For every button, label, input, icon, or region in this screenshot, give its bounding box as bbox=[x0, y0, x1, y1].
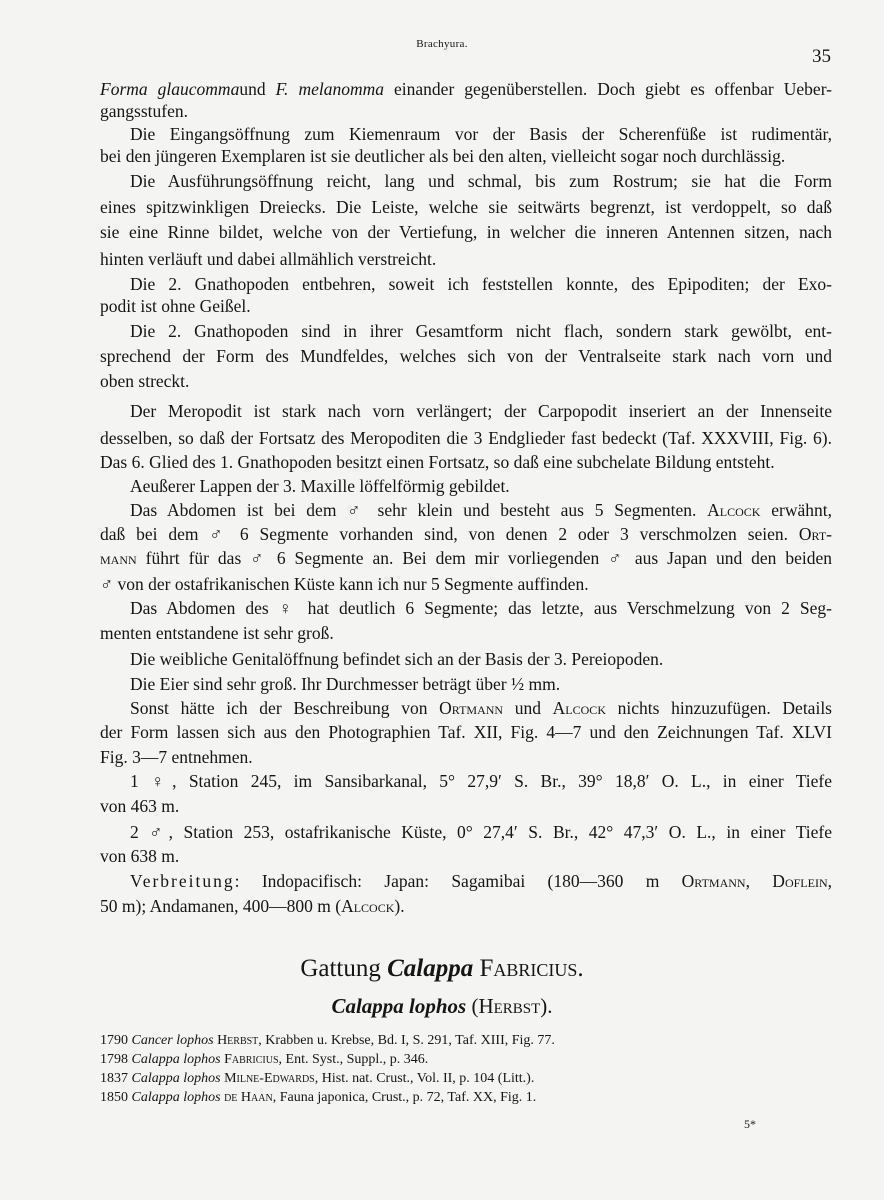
text-segment: bei den jüngeren Exemplaren ist sie deutlicher als bei den alten, vielleicht sogar noch durchlässig. bbox=[100, 146, 786, 166]
reference-name: Calappa lophos bbox=[128, 1052, 221, 1067]
text-line bbox=[100, 196, 832, 218]
text-segment: Alcock bbox=[707, 500, 761, 520]
reference-year: 1798 bbox=[100, 1052, 128, 1067]
text-segment: Die weibliche Genitalöffnung befindet sich an der Basis der 3. Pereiopoden. bbox=[130, 649, 664, 669]
text-line bbox=[100, 895, 832, 917]
text-line bbox=[130, 320, 832, 342]
text-segment: hinten verläuft und dabei allmählich verstreicht. bbox=[100, 249, 437, 269]
text-line bbox=[130, 499, 832, 521]
text-segment: 50 m); Andamanen, 400—800 m ( bbox=[100, 896, 342, 916]
text-segment: Verbreitung bbox=[130, 871, 235, 891]
text-line bbox=[100, 370, 832, 392]
text-segment: Aeußerer Lappen der 3. Maxille löffelförmig gebildet. bbox=[130, 476, 510, 496]
text-segment: Die Ausführungsöffnung reicht, lang und schmal, bis zum Rostrum; sie hat die Form bbox=[130, 171, 832, 191]
text-segment: mann bbox=[100, 548, 137, 568]
text-line bbox=[130, 697, 832, 719]
text-line bbox=[130, 870, 832, 892]
text-segment: Ortmann, Doflein, bbox=[681, 871, 832, 891]
species-name: Calappa lophos bbox=[331, 994, 467, 1018]
reference-author: Herbst bbox=[213, 1033, 259, 1048]
text-line bbox=[100, 221, 832, 243]
text-segment: sie eine Rinne bildet, welche von der Vertiefung, in welcher die inneren Antennen sitzen, nach bbox=[100, 222, 832, 242]
text-line bbox=[130, 648, 832, 670]
text-segment: führt für das ♂ 6 Segmente an. Bei dem mir vorliegenden ♂ aus Japan und den beiden bbox=[136, 548, 832, 568]
text-line bbox=[100, 345, 832, 367]
text-line bbox=[100, 78, 832, 100]
text-line bbox=[100, 427, 832, 449]
text-segment: sprechend der Form des Mundfeldes, welches sich von der Ventralseite stark nach vorn und bbox=[100, 346, 832, 366]
text-segment: erwähnt, bbox=[760, 500, 832, 520]
text-line bbox=[100, 451, 832, 473]
text-line bbox=[100, 795, 832, 817]
text-line bbox=[130, 770, 832, 792]
reference-entry bbox=[100, 1051, 428, 1069]
text-segment: Die 2. Gnathopoden entbehren, soweit ich feststellen konnte, des Epipoditen; der Exo- bbox=[130, 274, 832, 294]
text-segment: von 638 m. bbox=[100, 846, 180, 866]
text-line bbox=[100, 573, 832, 595]
text-line bbox=[100, 523, 832, 545]
text-segment: Das Abdomen des ♀ hat deutlich 6 Segmente; das letzte, aus Verschmelzung von 2 Seg- bbox=[130, 598, 832, 618]
text-segment: desselben, so daß der Fortsatz des Meropoditen die 3 Endglieder fast bedeckt (Taf. XXXVIII, Fig. 6). bbox=[100, 428, 832, 448]
reference-rest: , Fauna japonica, Crust., p. 72, Taf. XX, Fig. 1. bbox=[272, 1090, 537, 1105]
text-segment: der Form lassen sich aus den Photographien Taf. XII, Fig. 4—7 und den Zeichnungen Taf. XLVI bbox=[100, 722, 832, 742]
reference-entry bbox=[100, 1070, 534, 1088]
text-segment: ). bbox=[394, 896, 405, 916]
text-segment: Das 6. Glied des 1. Gnathopoden besitzt einen Fortsatz, so daß eine subchelate Bildung entsteht. bbox=[100, 452, 775, 472]
text-segment: 1 ♀, Station 245, im Sansibarkanal, 5° 27,9′ S. Br., 39° 18,8′ O. L., in einer Tiefe bbox=[130, 771, 832, 791]
text-line bbox=[130, 170, 832, 192]
heading-prefix: Gattung bbox=[300, 955, 388, 982]
reference-rest: , Ent. Syst., Suppl., p. 346. bbox=[278, 1052, 429, 1067]
text-segment: ♂ von der ostafrikanischen Küste kann ich nur 5 Segmente auffinden. bbox=[100, 574, 589, 594]
text-segment: einander gegenüberstellen. Doch giebt es offenbar Ueber- bbox=[384, 79, 833, 99]
text-segment: menten entstandene ist sehr groß. bbox=[100, 623, 334, 643]
reference-year: 1837 bbox=[100, 1071, 128, 1086]
reference-rest: , Krabben u. Krebse, Bd. I, S. 291, Taf. XIII, Fig. 77. bbox=[258, 1033, 555, 1048]
text-segment: daß bei dem ♂ 6 Segmente vorhanden sind, von denen 2 oder 3 verschmolzen seien. bbox=[100, 524, 799, 544]
reference-entry bbox=[100, 1089, 536, 1107]
text-segment: Das Abdomen ist bei dem ♂ sehr klein und besteht aus 5 Segmenten. bbox=[130, 500, 708, 520]
heading-author: Fabricius. bbox=[479, 955, 584, 982]
reference-author: Fabricius bbox=[220, 1052, 279, 1067]
text-line bbox=[100, 547, 832, 569]
running-title: Brachyura. bbox=[416, 38, 468, 50]
text-segment: und bbox=[239, 79, 276, 99]
reference-author: Milne-Edwards bbox=[220, 1071, 315, 1086]
text-line bbox=[100, 145, 832, 167]
reference-name: Cancer lophos bbox=[128, 1033, 214, 1048]
text-segment: Die Eingangsöffnung zum Kiemenraum vor der Basis der Scherenfüße ist rudimentär, bbox=[130, 124, 832, 144]
reference-entry bbox=[100, 1032, 555, 1050]
text-line bbox=[130, 400, 832, 422]
text-segment: Sonst hätte ich der Beschreibung von bbox=[130, 698, 440, 718]
text-segment: Der Meropodit ist stark nach vorn verlängert; der Carpopodit inseriert an der Innenseite bbox=[130, 401, 832, 421]
text-segment: Forma glaucomma bbox=[100, 79, 240, 99]
reference-year: 1850 bbox=[100, 1090, 128, 1105]
genus-heading bbox=[0, 955, 884, 983]
text-line bbox=[100, 622, 832, 644]
signature-mark: 5* bbox=[744, 1117, 756, 1131]
text-segment: und bbox=[503, 698, 553, 718]
text-segment: Die Eier sind sehr groß. Ihr Durchmesser beträgt über ½ mm. bbox=[130, 674, 561, 694]
text-segment: Alcock bbox=[552, 698, 606, 718]
text-line bbox=[100, 845, 832, 867]
text-line bbox=[130, 475, 832, 497]
text-segment: Die 2. Gnathopoden sind in ihrer Gesamtform nicht flach, sondern stark gewölbt, ent- bbox=[130, 321, 832, 341]
text-line bbox=[100, 295, 832, 317]
text-segment: Alcock bbox=[341, 896, 395, 916]
text-line bbox=[100, 100, 832, 122]
page-number: 35 bbox=[812, 46, 831, 67]
text-line bbox=[100, 746, 832, 768]
reference-year: 1790 bbox=[100, 1033, 128, 1048]
heading-genus: Calappa bbox=[387, 955, 474, 982]
species-author: (Herbst). bbox=[471, 994, 553, 1018]
text-segment: Ort- bbox=[798, 524, 832, 544]
text-segment: podit ist ohne Geißel. bbox=[100, 296, 251, 316]
text-segment: F. melanomma bbox=[275, 79, 384, 99]
text-line bbox=[100, 721, 832, 743]
text-segment: von 463 m. bbox=[100, 796, 180, 816]
reference-name: Calappa lophos bbox=[128, 1090, 221, 1105]
reference-author: de Haan bbox=[220, 1090, 273, 1105]
text-segment: oben streckt. bbox=[100, 371, 190, 391]
text-segment: : Indopacifisch: Japan: Sagamibai (180—360 m bbox=[234, 871, 682, 891]
text-segment: eines spitzwinkligen Dreiecks. Die Leiste, welche sie seitwärts begrenzt, ist verdoppelt, so daß bbox=[100, 197, 832, 217]
text-line bbox=[130, 597, 832, 619]
reference-name: Calappa lophos bbox=[128, 1071, 221, 1086]
text-segment: Ortmann bbox=[439, 698, 504, 718]
species-heading bbox=[0, 994, 884, 1019]
text-line bbox=[130, 273, 832, 295]
text-segment: 2 ♂, Station 253, ostafrikanische Küste, 0° 27,4′ S. Br., 42° 47,3′ O. L., in einer Tiefe bbox=[130, 822, 832, 842]
text-line bbox=[130, 821, 832, 843]
text-line bbox=[130, 123, 832, 145]
reference-rest: , Hist. nat. Crust., Vol. II, p. 104 (Litt.). bbox=[314, 1071, 535, 1086]
text-line bbox=[100, 248, 832, 270]
text-line bbox=[130, 673, 832, 695]
text-segment: Fig. 3—7 entnehmen. bbox=[100, 747, 253, 767]
text-segment: nichts hinzuzufügen. Details bbox=[605, 698, 832, 718]
text-segment: gangsstufen. bbox=[100, 101, 188, 121]
